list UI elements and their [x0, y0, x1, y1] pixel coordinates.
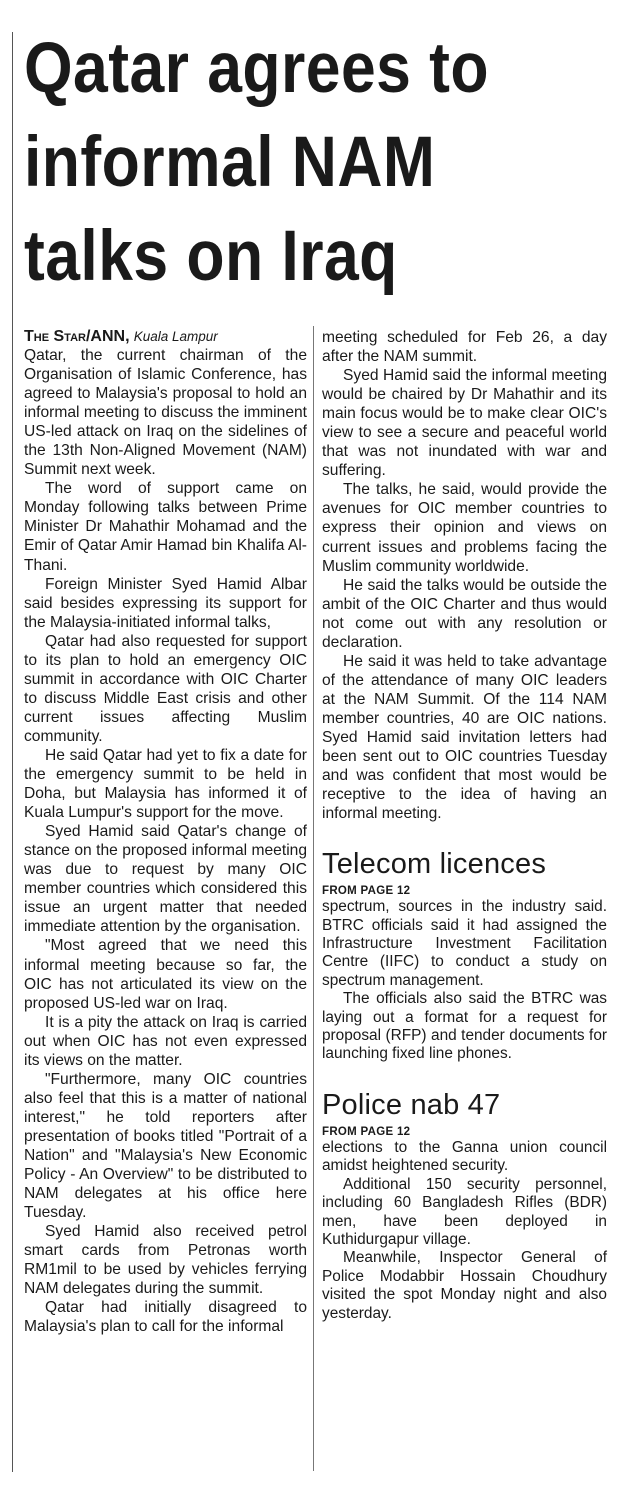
- article-column-right: [322, 328, 607, 1323]
- paragraph: "Most agreed that we need this informal meeting because so far, the OIC has not articulated its view on the proposed US-led war on Iraq.: [24, 937, 307, 1012]
- paragraph: Syed Hamid also received petrol smart cards from Petronas worth RM1mil to be used by vehicles ferrying NAM delegates during the summit.: [24, 1223, 307, 1298]
- paragraph: He said the talks would be outside the ambit of the OIC Charter and thus would not come out with any resolution or declaration.: [322, 576, 607, 651]
- paragraph: He said it was held to take advantage of the attendance of many OIC leaders at the NAM Summit. Of the 114 NAM member countries, 40 are OIC nations. Syed Hamid said invitation letters had been sent out to OIC countries Tuesday and was confident that most would be receptive to the idea of having an informal meeting.: [322, 652, 607, 823]
- police-heading: Police nab 47: [322, 1088, 501, 1121]
- paragraph: It is a pity the attack on Iraq is carried out when OIC has not even expressed its views on the matter.: [24, 1013, 307, 1069]
- headline-line: Qatar agrees to: [24, 29, 489, 108]
- column-rule-left: [12, 32, 13, 1472]
- column-rule-middle: [313, 326, 314, 1471]
- byline-publication: The Star/ANN,: [24, 328, 130, 345]
- paragraph: He said Qatar had yet to fix a date for the emergency summit to be held in Doha, but Malaysia has informed it of Kuala Lumpur's support for the move.: [24, 746, 307, 822]
- paragraph: Additional 150 security personnel, including 60 Bangladesh Rifles (BDR) men, have been deployed in Kuthidurgapur village.: [322, 1175, 607, 1248]
- telecom-heading: Telecom licences: [322, 848, 547, 881]
- paragraph: Syed Hamid said Qatar's change of stance on the proposed informal meeting was due to request by many OIC member countries which considered this issue an urgent matter that needed immediate attention by the organisation.: [24, 823, 307, 936]
- paragraph: Foreign Minister Syed Hamid Albar said besides expressing its support for the Malaysia-initiated informal talks,: [24, 575, 307, 631]
- paragraph: "Furthermore, many OIC countries also feel that this is a matter of national interest," he told reporters after presentation of books titled "Portrait of a Nation" and "Malaysia's New Economic Policy - An Overview" to be distributed to NAM delegates at his office here Tuesday.: [24, 1070, 307, 1222]
- paragraph: Qatar had initially disagreed to Malaysia's plan to call for the informal: [24, 1299, 307, 1336]
- police-story: [322, 1088, 607, 1323]
- headline: [24, 22, 552, 304]
- paragraph: Qatar, the current chairman of the Organisation of Islamic Conference, has agreed to Malaysia's proposal to hold an informal meeting to discuss the imminent US-led attack on Iraq on the sidelines of the 13th Non-Aligned Movement (NAM) Summit next week.: [24, 347, 307, 479]
- byline: [24, 328, 307, 346]
- telecom-from-page: FROM PAGE 12: [322, 885, 411, 898]
- byline-location: Kuala Lampur: [133, 329, 218, 344]
- headline-line: talks on Iraq: [24, 217, 398, 296]
- paragraph: The officials also said the BTRC was laying out a format for a request for proposal (RFP) and tender documents for launching fixed line phones.: [322, 990, 607, 1063]
- article-column-left: [24, 328, 307, 1336]
- paragraph: meeting scheduled for Feb 26, a day after the NAM summit.: [322, 329, 607, 366]
- telecom-story: [322, 847, 607, 1064]
- paragraph: Syed Hamid said the informal meeting would be chaired by Dr Mahathir and its main focus would be to make clear OIC's view to see a secure and peaceful world that was not inundated with war and suffering.: [322, 367, 607, 480]
- paragraph: Meanwhile, Inspector General of Police Modabbir Hossain Choudhury visited the spot Monday night and also yesterday.: [322, 1249, 607, 1322]
- paragraph: The talks, he said, would provide the avenues for OIC member countries to express their opinion and views on current issues and problems facing the Muslim community worldwide.: [322, 481, 607, 575]
- paragraph: spectrum, sources in the industry said. BTRC officials said it had assigned the Infrastructure Investment Facilitation Centre (IIFC) to conduct a study on spectrum management.: [322, 898, 607, 989]
- paragraph: elections to the Ganna union council amidst heightened security.: [322, 1138, 607, 1175]
- police-from-page: FROM PAGE 12: [322, 1125, 411, 1138]
- paragraph: Qatar had also requested for support to its plan to hold an emergency OIC summit in accordance with OIC Charter to discuss Middle East crisis and other current issues affecting Muslim community.: [24, 632, 307, 745]
- headline-line: informal NAM: [24, 123, 436, 202]
- paragraph: The word of support came on Monday following talks between Prime Minister Dr Mahathir Mohamad and the Emir of Qatar Amir Hamad bin Khalifa Al-Thani.: [24, 480, 307, 574]
